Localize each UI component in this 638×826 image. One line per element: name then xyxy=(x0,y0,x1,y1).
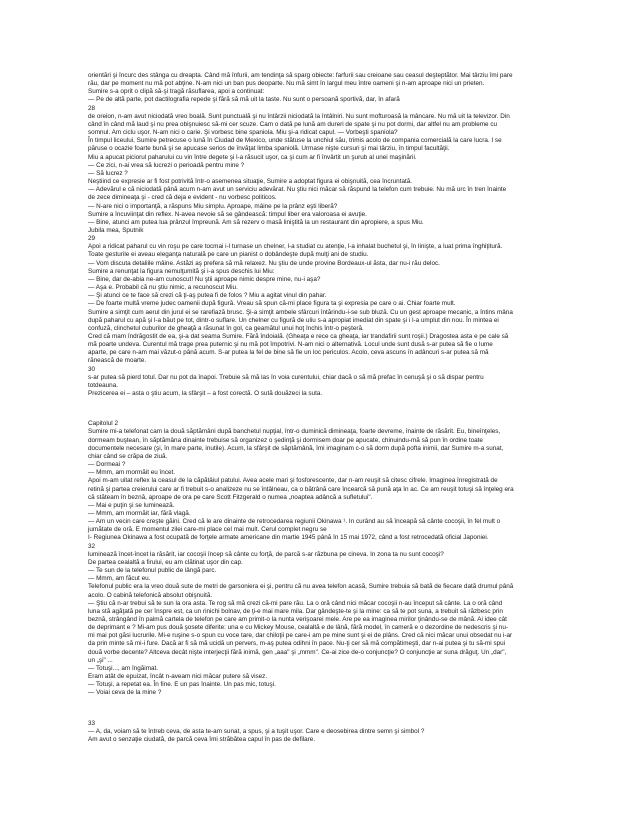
text-line: când în când mă laud şi nu prea obişnuiesc să-mi cer scuze. Cam o dată pe lună am dureri de spate şi nu pot dormi, dar altfel nu am probleme cu xyxy=(88,120,498,128)
text-line: I- Regiunea Okinawa a fost ocupată de forţele armate americane din martie 1945 până în 15 mai 1972, când a fost retrocedată oficial Japoniei. xyxy=(88,534,489,542)
text-line: acolo. O cabină telefonică absolut obişnuită. xyxy=(88,591,213,599)
text-line: — Ce zici, n-ai vrea să lucrezi o perioadă pentru mine ? xyxy=(88,161,245,169)
text-line: — Să lucrez ? xyxy=(88,169,128,177)
text-line: Prezicerea ei – asta o ştiu acum, la sfârşit – a fost corectă. O sută douăzeci la suta. xyxy=(88,390,323,398)
text-line: confuză, clinchetul cuburilor de gheaţă a răsunat în gol, ca geamătul unui hoţ închis într-o peşteră. xyxy=(88,324,364,332)
text-line: — Mmm, am mormăit iar, fără vlagă. xyxy=(88,509,191,517)
text-line: — Mmm, am mormăit eu încet. xyxy=(88,469,176,477)
text-line: luna stă agăţată pe cer înspre est, ca un rinichi bolnav, de ţi-e mai mare mila. Dar gândeşte-te şi la mine: ca să te pot suna, a trebuit să răzbesc prin xyxy=(88,607,503,615)
text-line: păruse o ocazie foarte bună şi se apucase serios de învăţat limba spaniolă. Urmase nişte cursuri şi mai târziu, în timpul facultăţii. xyxy=(88,145,450,153)
text-line: orientări şi încurc des stânga cu dreapta. Când mă înfurii, am tendinţa să sparg obiecte: farfurii sau creioane sau ceasul deşteptător. Mai târziu îmi pare xyxy=(88,72,513,79)
section-gap xyxy=(88,698,558,720)
text-line: Sumire a renunţat la figura nemulţumită şi i-a spus deschis lui Miu: xyxy=(88,267,275,275)
text-line: Jubila mea, Sputnik xyxy=(88,226,144,234)
text-block xyxy=(88,720,558,744)
text-line: — Şi atunci ce te face să crezi că ţi-aş putea fi de folos ? Miu a agitat vinul din pahar. xyxy=(88,292,327,300)
text-line: — Totuşi, a repetat ea. În fine. E un pas înainte. Un pas mic, totuşi. xyxy=(88,681,276,689)
text-line: Neştiind ce expresie ar fi fost potrivită într-o asemenea situaţie, Sumire a adoptat figura ei obişnuită, cea încruntată. xyxy=(88,178,413,186)
text-line: beznă, strângând în palmă cartela de telefon pe care am primit-o la nunta verişoarei mele. Are pe ea imaginea mirilor ţinându-se de mână. Ai idee cât xyxy=(88,616,507,623)
text-line: dormeam buştean, în săptămâna dinainte trebuise să organizez o şedinţă şi dormisem doar pe apucate, chinuindu-mă să pun în ordine toate xyxy=(88,436,483,444)
text-line: după paharul cu apă şi l-a băut pe tot, dintr-o suflare. Un chelner cu figură de uliu s-a apropiat imediat din spate şi i l-a umplut din nou. În mintea ei xyxy=(88,316,499,324)
text-line: Eram atât de epuizat, încât n-aveam nici măcar putere să visez. xyxy=(88,673,268,681)
text-line: Apoi a ridicat paharul cu vin roşu pe care tocmai i-l turnase un chelner, l-a studiat cu atenţie, l-a inhalat buchetul şi, în linişte, a luat prima înghiţitură. xyxy=(88,243,503,251)
text-line: — Totuşi..., am îngăimat. xyxy=(88,664,159,672)
text-line: 30 xyxy=(88,365,96,373)
text-line: 28 xyxy=(88,104,96,112)
text-line: mă poarte undeva. Curentul mă trage prea puternic şi nu mă pot împotrivi. N-am nici o alternativă. Locul unde sunt dusă s-ar putea să fie o lume xyxy=(88,341,493,349)
text-line: somnul. Am ciclu uşor. N-am nici o carie. Şi vorbesc bine spaniola. Miu şi-a ridicat capul. — Vorbeşti spaniola? xyxy=(88,129,398,137)
text-line: Sumire mi-a telefonat cam la două săptămâni după banchetul nupţial, într-o duminică dimineaţa, foarte devreme, înainte de răsărit. Eu, bineînţeles, xyxy=(88,428,501,436)
section-gap xyxy=(88,398,558,420)
text-block xyxy=(88,72,558,398)
text-line: — Mmm, am făcut eu. xyxy=(88,575,151,583)
text-line: 32 xyxy=(88,542,96,550)
text-line: documentele necesare (şi, în mare parte, inutile). Acum, la sfârşit de săptămână, îmi imaginam c-o să dorm după pofta inimii, dar Sumire m-a sunat, xyxy=(88,444,504,452)
text-line: Toate gesturile ei aveau eleganţa naturală pe care un pianist o dobândeşte după mulţi ani de studiu. xyxy=(88,251,369,259)
text-line: Sumire s-a oprit o clipă să-şi tragă răsuflarea, apoi a continuat: xyxy=(88,88,265,96)
text-line: Telefonul public era la vreo două sute de metri de garsoniera ei şi, pentru că nu avea telefon acasă, Sumire trebuia să bată de fiecare dată drumul până xyxy=(88,583,514,591)
text-line: da prin minte să mi-i fure. Dacă ar fi să mă ucidă un pervers, m-aş putea odihni în pace. Nu-ţi cer să mă compătimeşti, dar n-ai putea şi tu să-mi spui xyxy=(88,640,506,648)
text-line: chiar când se crăpa de ziuă. xyxy=(88,452,168,460)
document-page xyxy=(88,72,558,744)
text-line: 33 xyxy=(88,719,96,727)
text-line: — Aşa e. Probabil că nu ştiu nimic, a recunoscut Miu. xyxy=(88,284,238,292)
text-line: Sumire a simţit cum aerul din jurul ei se rarefiază brusc. Şi-a simţit ambele sfârcuri întărindu-i-se sub bluză. Cu un gest aproape mecanic, a întins mâna xyxy=(88,308,513,316)
text-line: rău, dar pe moment nu mă pot abţine. N-am nici un ban pus deoparte. Nu mă simt în largul meu între oameni şi n-am aproape nici un prieten. xyxy=(88,80,485,88)
text-line: două vorbe decente? Altceva decât nişte interjecţii fără inimă, gen „aaa" şi „mmm". Ce-ai zice de-o conjuncţie? O conjuncţie ar suna drăguţ. Un „dar", xyxy=(88,648,507,656)
text-line: — Mai e puţin şi se luminează. xyxy=(88,501,175,509)
text-line: De partea cealaltă a firului, eu am clătinat uşor din cap. xyxy=(88,558,243,566)
text-line: — Bine, dar de-abia ne-am cunoscut! Nu ştii aproape nimic despre mine, nu-i aşa? xyxy=(88,275,321,283)
text-block xyxy=(88,420,558,697)
text-line: Apoi m-am uitat reflex la ceasul de la căpătâiul patului. Avea acele mari şi fosforescente, dar n-am reuşit să citesc cifrele. Imaginea înregistrată de xyxy=(88,477,498,485)
text-line: — Bine, atunci am putea lua prânzul împreună. Am să rezerv o masă liniştită la un restaurant din apropiere, a spus Miu. xyxy=(88,218,424,226)
text-line: — Dormeai ? xyxy=(88,461,126,469)
text-line: Cred că mam îndrăgostit de ea, şi-a dat seama Sumire. Fără îndoială. (Gheaţa e rece ca gheaţa, iar trandafirii sunt roşii.) Dragostea asta e pe cale să xyxy=(88,333,509,340)
text-line: — N-are nici o importanţă, a răspuns Miu simplu. Aproape, mâine pe la prânz eşti liberă? xyxy=(88,202,338,210)
text-line: de oreion, n-am avut niciodată vreo boală. Sunt punctuală şi nu întârzii niciodată la întâlniri. Nu sunt mofturoasă la mâncare. Nu mă uit la televizor. Din xyxy=(88,112,510,120)
text-line: totdeauna. xyxy=(88,381,118,389)
text-line: rănească de moarte. xyxy=(88,357,147,365)
text-line: — Voiai ceva de la mine ? xyxy=(88,689,162,697)
text-line: un „şi" ... xyxy=(88,656,113,664)
text-line: de deprimant e ? Mi-am pus două şosete diferite: una e cu Mickey Mouse, cealaltă e de lână, fără model, în cameră e o dezordine de nedescris şi nu- xyxy=(88,624,508,632)
text-line: luminează încet-încet la răsărit, iar cocoşii încep să cânte cu forţă, de parcă s-ar răzbuna pe cineva. In zona ta nu sunt cocoşi? xyxy=(88,550,444,558)
text-line: — Am un vecin care creşte găini. Cred că le are dinainte de retrocedarea regiunii Okinawa ¹. In curând au să înceapă să cânte cocoşii, în fel mult o xyxy=(88,518,501,526)
text-line: aparte, pe care n-am mai văzut-o până acum. S-ar putea la fel de bine să fie un loc periculos. Acolo, ceva ascuns în adâncuri s-ar putea să mă xyxy=(88,349,489,357)
text-line: — A, da, voiam să te întreb ceva, de asta te-am sunat, a spus, şi a tuşit uşor. Care e deosebirea dintre semn şi simbol ? xyxy=(88,727,425,735)
text-line: Capitolul 2 xyxy=(88,420,118,428)
text-line: În timpul liceului, Sumire petrecuse o lună în Ciudad de Mexico, unde stătuse la unchiul său, trimis acolo de compania comercială la care lucra. I se xyxy=(88,137,502,145)
text-line: că stăteam în beznă, aproape de ora pe care Scott Fitzgerald o numea „noaptea adâncă a sufletului". xyxy=(88,493,373,501)
text-line: s-ar putea să pierd totul. Dar nu pot da înapoi. Trebuie să mă las în voia curentului, chiar dacă o să mă prefac în cenuşă şi o să dispar pentru xyxy=(88,373,484,381)
text-line: — De foarte multă vreme judec oamenii după figură. Vreau să spun că-mi place figura ta şi expresia pe care o ai. Chiar foarte mult. xyxy=(88,300,456,308)
text-line: Miu a apucat piciorul paharului cu vin între degete şi l-a răsucit uşor, ca şi cum ar fi învârtit un şurub al unei maşinării. xyxy=(88,153,417,161)
text-line: retină şi partea creierului care ar fi trebuit s-o analizeze nu se întâlneau, ca o bătrână care încearcă să pună aţa în ac. Ce am reuşit totuşi să înţeleg era xyxy=(88,485,514,493)
text-line: — Adevărul e că niciodată până acum n-am avut un serviciu adevărat. Nu ştiu nici măcar să răspund la telefon cum trebuie. Nu mă urc în tren înainte xyxy=(88,186,507,194)
text-line: mi mai pot găsi lucrurile. Mi-e ruşine s-o spun cu voce tare, dar chiloţii pe care-i am pe mine sunt şi ei de plâns. Cred că nici măcar unui obsedat nu i-ar xyxy=(88,632,513,640)
text-line: Sumire a încuviinţat din reflex. N-avea nevoie să se gândească: timpul liber era valoroasa ei avuţie. xyxy=(88,210,367,218)
text-line: Am avut o senzaţie ciudată, de parcă ceva îmi străbătea capul în pas de defilare. xyxy=(88,735,316,743)
text-line: 29 xyxy=(88,235,96,243)
text-line: — Pe de altă parte, pot dactilografia repede şi fără să mă uit la taste. Nu sunt o persoană sportivă, dar, în afară xyxy=(88,96,400,104)
text-line: jumătate de oră. E momentul zilei care-mi place cel mai mult. Cerul complet negru se xyxy=(88,526,327,534)
text-line: — Vom discuta detaliile mâine. Astăzi aş prefera să mă relaxez. Nu ştiu de unde provine Bordeaux-ul ăsta, dar nu-i rău deloc. xyxy=(88,259,440,267)
text-line: — Ştiu că n-ar trebui să te sun la ora asta. Te rog să mă crezi că-mi pare rău. La o oră când nici măcar cocoşii n-au început să cânte. La o oră când xyxy=(88,599,503,607)
text-line: — Te sun de la telefonul public de lângă parc. xyxy=(88,567,217,575)
text-line: de zece dimineaţa şi - cred că deja e evident - nu vorbesc politicos. xyxy=(88,194,277,202)
